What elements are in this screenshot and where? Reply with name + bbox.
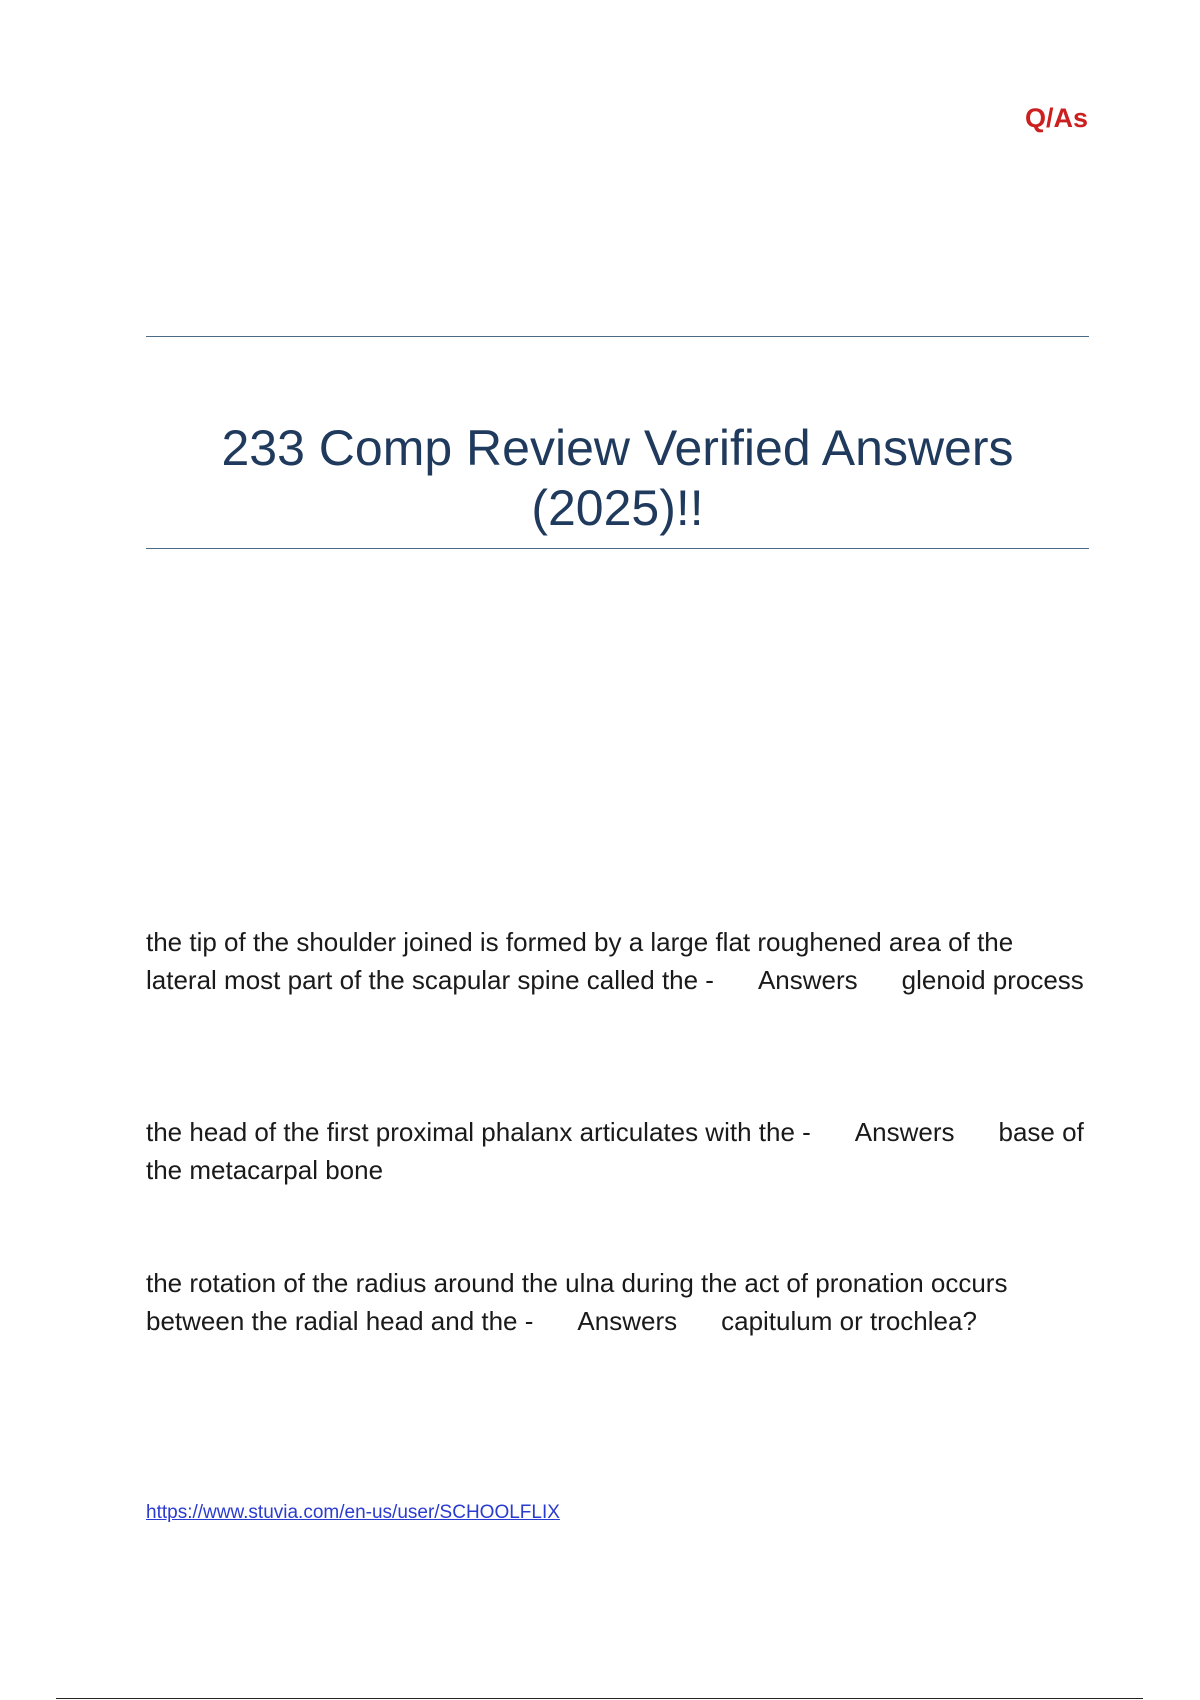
qa-item — [146, 1264, 1091, 1340]
title-line-1: 233 Comp Review Verified Answers — [221, 420, 1014, 476]
qa-question: the tip of the shoulder joined is formed by a large flat roughened area of the lateral most part of the scapular spine called the - — [146, 927, 1014, 995]
qa-answer-label: Answers — [757, 965, 858, 995]
qa-item — [146, 923, 1091, 999]
qa-answer-label: Answers — [854, 1117, 955, 1147]
title-bottom-rule — [146, 548, 1089, 549]
qa-item — [146, 1113, 1091, 1189]
profile-link[interactable]: https://www.stuvia.com/en-us/user/SCHOOLFLIX — [146, 1502, 560, 1523]
title-top-rule — [146, 336, 1089, 337]
qa-question: the head of the first proximal phalanx articulates with the - — [146, 1117, 811, 1147]
title-line-2: (2025)!! — [531, 480, 704, 536]
header-tag: Q/As — [1024, 103, 1088, 133]
qa-answer: base of the metacarpal bone — [146, 1117, 1084, 1185]
document-title — [146, 418, 1089, 538]
qa-answer-label: Answers — [577, 1306, 678, 1336]
qa-question: the rotation of the radius around the ulna during the act of pronation occurs between the radial head and the - — [146, 1268, 1008, 1336]
footer-rule — [56, 1698, 1143, 1699]
qa-answer: glenoid process — [901, 965, 1084, 995]
qa-answer: capitulum or trochlea? — [721, 1306, 977, 1336]
